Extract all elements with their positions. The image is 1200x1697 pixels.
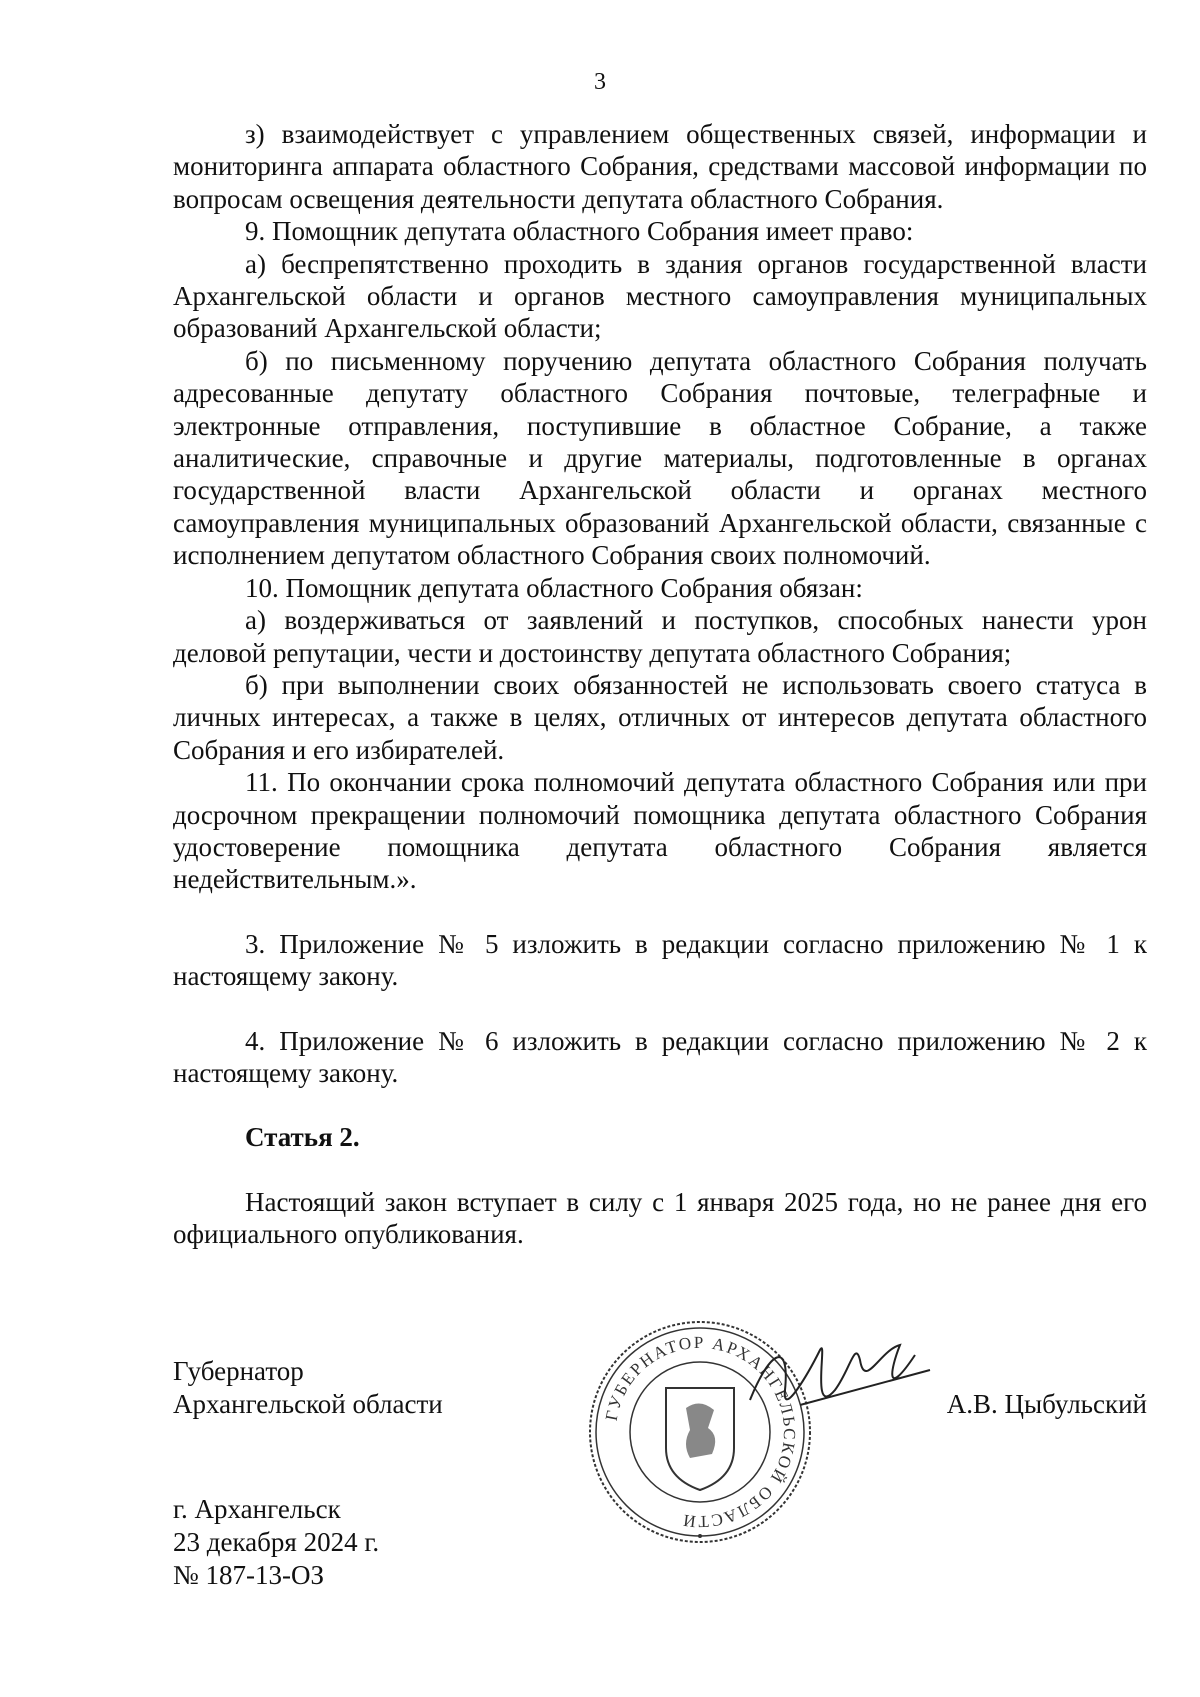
city: г. Архангельск — [173, 1494, 341, 1524]
archangel-figure-icon — [686, 1403, 715, 1458]
signature — [740, 1330, 940, 1450]
article-2-heading: Статья 2. — [245, 1122, 360, 1153]
paragraph-10: 10. Помощник депутата областного Собрания обязан: — [245, 572, 863, 603]
paragraph-9b: б) по письменному поручению депутата областного Собрания получать адресованные депутату областного Собрания почтовые, телеграфные и электронные отправления, поступившие в областное Собрание, а также аналитические, справочные и другие материалы, подготовленные в органах государственной власти Архангельской области и органах местного самоуправления муниципальных образований Архангельской области, связанные с исполнением депутатом областного Собрания своих полномочий. — [173, 345, 1147, 571]
paragraph-10b: б) при выполнении своих обязанностей не использовать своего статуса в личных интересах, а также в целях, отличных от интересов депутата областного Собрания и его избирателей. — [173, 669, 1147, 765]
date: 23 декабря 2024 г. — [173, 1527, 380, 1557]
seal-text: ГУБЕРНАТОР АРХАНГЕЛЬСКОЙ ОБЛАСТИ — [601, 1332, 800, 1532]
signatory-title-line1: Губернатор — [173, 1356, 304, 1386]
paragraph-10a: а) воздерживаться от заявлений и поступков, способных нанести урон деловой репутации, чести и достоинству депутата областного Собрания; — [173, 605, 1147, 668]
document-body — [173, 118, 1147, 1251]
paragraph-9: 9. Помощник депутата областного Собрания имеет право: — [245, 216, 914, 247]
paragraph-9a: а) беспрепятственно проходить в здания органов государственной власти Архангельской области и органов местного самоуправления муниципальных образований Архангельской области; — [173, 248, 1147, 344]
item-4: 4. Приложение № 6 изложить в редакции согласно приложению № 2 к настоящему закону. — [173, 1025, 1147, 1088]
page-number: 3 — [594, 69, 606, 95]
signatory-title — [173, 1355, 443, 1421]
paragraph-z: з) взаимодействует с управлением общественных связей, информации и мониторинга аппарата областного Собрания, средствами массовой информации по вопросам освещения деятельности депутата областного Собрания. — [173, 119, 1147, 214]
place-date-number — [173, 1493, 379, 1592]
article-2-text: Настоящий закон вступает в силу с 1 января 2025 года, но не ранее дня его официального опубликования. — [173, 1186, 1147, 1250]
item-3: 3. Приложение № 5 изложить в редакции согласно приложению № 1 к настоящему закону. — [173, 928, 1147, 992]
signatory-name: А.В. Цыбульский — [946, 1389, 1147, 1419]
signatory-title-line2: Архангельской области — [173, 1389, 443, 1419]
paragraph-11: 11. По окончании срока полномочий депутата областного Собрания или при досрочном прекращении полномочий помощника депутата областного Собрания удостоверение помощника депутата областного Собрания является недействительным.». — [173, 767, 1147, 895]
law-number: № 187-13-ОЗ — [173, 1560, 325, 1590]
